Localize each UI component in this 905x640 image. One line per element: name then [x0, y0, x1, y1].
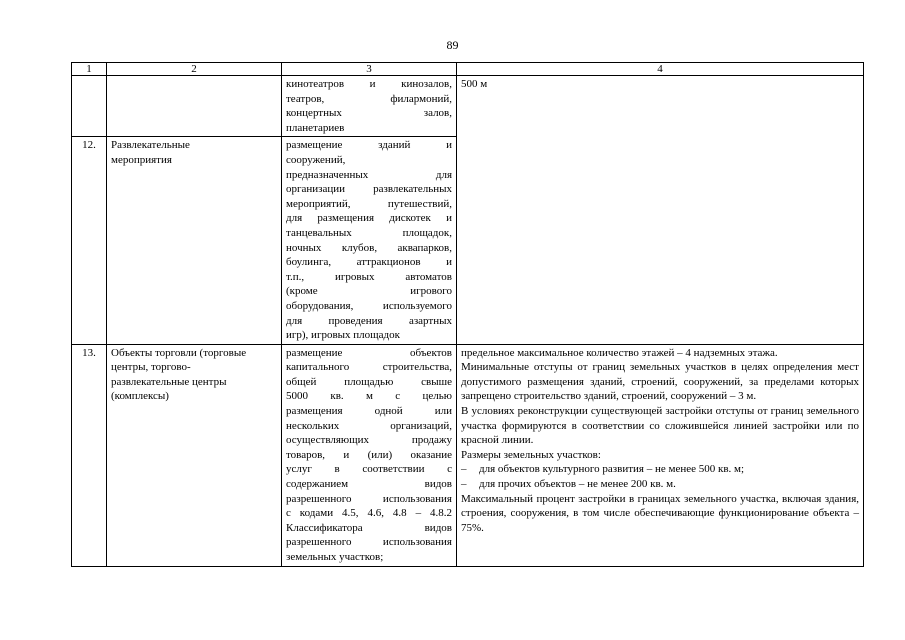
text-line: концертных залов, [286, 107, 452, 120]
text-line: для проведения азартных [286, 314, 452, 327]
row-name-cell [107, 344, 282, 566]
text-line: ночных клубов, аквапарков, [286, 241, 452, 254]
dash-bullet-icon: – [461, 463, 467, 476]
text-line: 5000 кв. м с целью [286, 390, 452, 403]
parameters-cell [457, 76, 864, 345]
text-line: Классификатора видов [286, 521, 452, 534]
text-line: разрешенного использования [286, 492, 452, 505]
row-name-cell [107, 76, 282, 137]
paragraph-floors: предельное максимальное количество этажей – 4 надземных этажа. [461, 346, 778, 359]
list-item [461, 477, 859, 492]
text-line: театров, филармоний, [286, 92, 452, 105]
text-line: содержанием видов [286, 478, 452, 491]
header-cell-4: 4 [457, 63, 864, 76]
row-number: 13. [72, 344, 107, 566]
permitted-use-cell [282, 344, 457, 566]
text-line: кинотеатров и кинозалов, [286, 78, 452, 90]
text-line: игр), игровых площадок [286, 329, 400, 342]
row-name-line: развлекательные центры [111, 375, 227, 388]
text-line: организации развлекательных [286, 183, 452, 196]
parameters-cell [457, 344, 864, 566]
row-name-line: мероприятия [111, 153, 172, 166]
text-line: мероприятий, путешествий, [286, 197, 452, 210]
text-line: т.п., игровых автоматов [286, 270, 452, 283]
row-name-cell [107, 137, 282, 344]
text-line: оборудования, используемого [286, 299, 452, 312]
paragraph-setbacks: Минимальные отступы от границ земельных участков в целях определения мест допустимого размещения зданий, строений, сооружений, за пределами которых запрещено строительство зданий, строений, сооружений – 3 м. [461, 361, 859, 403]
text-line: с кодами 4.5, 4.6, 4.8 – 4.8.2 [286, 507, 452, 520]
list-item [461, 462, 859, 477]
list-item-text: для прочих объектов – не менее 200 кв. м. [479, 478, 676, 491]
text-line: услуг в соответствии с [286, 463, 452, 476]
text-line: разрешенного использования [286, 536, 452, 549]
text-line: товаров, и (или) оказание [286, 448, 452, 461]
table-row-continuation [72, 76, 864, 137]
permitted-use-cell [282, 76, 457, 137]
page-number: 89 [446, 38, 459, 52]
header-cell-3: 3 [282, 63, 457, 76]
header-row [72, 63, 864, 76]
table-row-13 [72, 344, 864, 566]
text-line: размещение объектов [286, 346, 452, 359]
text-line: осуществляющих продажу [286, 434, 452, 447]
dash-bullet-icon: – [461, 478, 467, 491]
text-line: для размещения дискотек и [286, 212, 452, 225]
text-line: танцевальных площадок, [286, 226, 452, 239]
header-cell-2: 2 [107, 63, 282, 76]
text-line: размещения одной или [286, 405, 452, 418]
paragraph-reconstruction: В условиях реконструкции существующей застройки отступы от границ земельного участка формируются в соответствии со сложившейся линией застройки или по красной линии. [461, 405, 859, 447]
text-line: боулинга, аттракционов и [286, 256, 452, 269]
text-line: планетариев [286, 121, 345, 134]
text-line: размещение зданий и [286, 139, 452, 152]
text-line: нескольких организаций, [286, 419, 452, 432]
permitted-use-cell [282, 137, 457, 344]
paragraph-plot-sizes: Размеры земельных участков: [461, 448, 601, 461]
row-number-cell [72, 76, 107, 137]
text-line: предназначенных для [286, 168, 452, 181]
paragraph-coverage: Максимальный процент застройки в границах земельного участка, включая здания, строения, сооружения, в том числе обеспечивающие функционирование объекта – 75%. [461, 492, 859, 534]
header-cell-1: 1 [72, 63, 107, 76]
text-line: общей площадью свыше [286, 375, 452, 388]
text-line: сооружений, [286, 153, 346, 166]
zoning-table [71, 62, 864, 567]
row-name-line: Развлекательные [111, 139, 190, 152]
text-line: (кроме игрового [286, 285, 452, 298]
row-number: 12. [72, 137, 107, 344]
row-name-line: центры, торгово- [111, 361, 191, 374]
row-name-line: Объекты торговли (торговые [111, 346, 247, 359]
text-line: капитального строительства, [286, 361, 452, 374]
row-name-line: (комплексы) [111, 390, 169, 403]
parameter-text: 500 м [461, 78, 488, 90]
list-item-text: для объектов культурного развития – не менее 500 кв. м; [479, 463, 745, 476]
text-line: земельных участков; [286, 551, 384, 563]
